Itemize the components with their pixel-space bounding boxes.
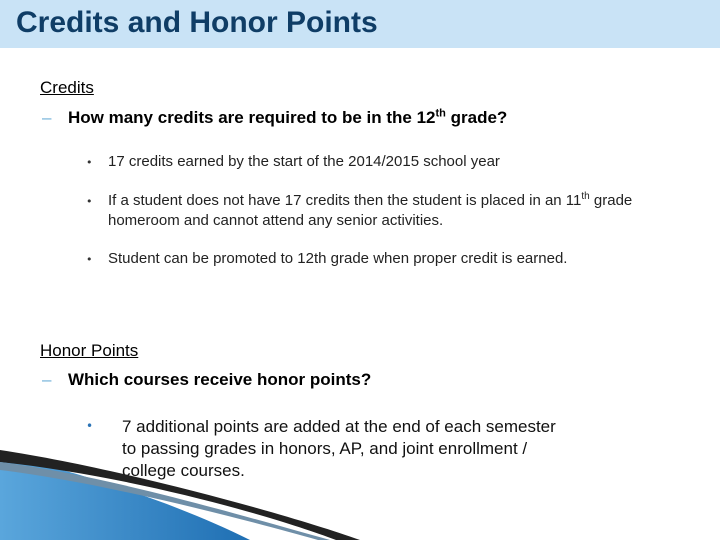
credits-item-2-sup: th [581, 191, 590, 202]
page-title: Credits and Honor Points [16, 6, 378, 39]
honor-heading: Honor Points [40, 341, 139, 360]
dash-icon: – [42, 370, 52, 389]
bullet-icon: • [86, 253, 93, 266]
credits-item-2 [108, 191, 668, 231]
decorative-swoosh [0, 440, 720, 540]
credits-question-sup: th [435, 107, 446, 120]
credits-item-2-end: grade homeroom and cannot attend any senior activities. [108, 192, 633, 229]
dash-icon: – [42, 108, 52, 127]
credits-question [42, 108, 507, 128]
credits-item-3: Student can be promoted to 12th grade when proper credit is earned. [108, 250, 568, 267]
credits-heading: Credits [40, 78, 94, 97]
honor-item: 7 additional points are added at the end of each semester to passing grades in honors, AP, and joint enrollment / college courses. [122, 417, 556, 480]
bullet-icon: • [86, 156, 93, 169]
bullet-icon: • [86, 195, 93, 208]
credits-item-2-text: If a student does not have 17 credits then the student is placed in an 11 [108, 192, 582, 209]
credits-question-text: How many credits are required to be in the 12 [68, 108, 436, 127]
honor-question [42, 370, 371, 390]
honor-question-text: Which courses receive honor points? [68, 370, 372, 389]
bullet-icon: • [86, 419, 94, 433]
credits-item-1: 17 credits earned by the start of the 2014/2015 school year [108, 153, 500, 170]
credits-question-end: grade? [445, 108, 508, 127]
